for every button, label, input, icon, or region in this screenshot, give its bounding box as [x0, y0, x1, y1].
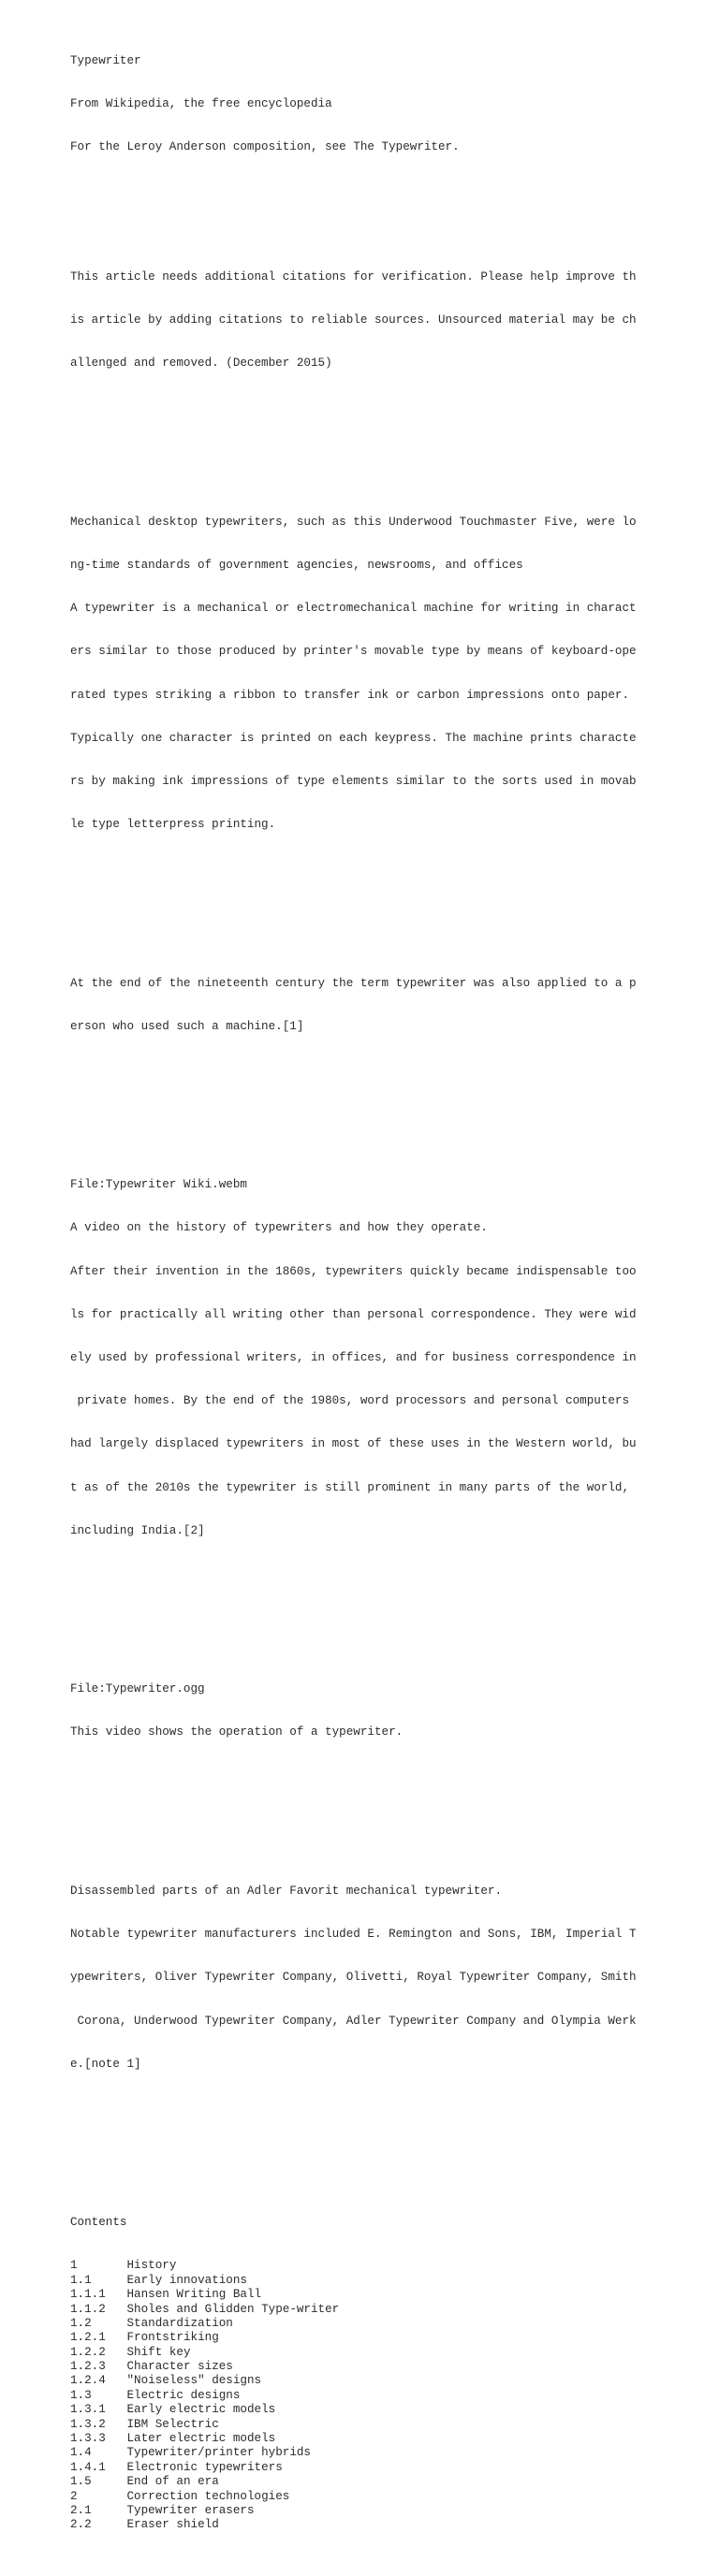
toc-item[interactable]	[70, 2331, 632, 2345]
toc-item-title: Shift key	[126, 2345, 191, 2359]
toc-item-title: Frontstriking	[126, 2331, 219, 2345]
contents-list	[70, 2259, 632, 2532]
toc-item[interactable]	[70, 2259, 632, 2273]
video-file-link[interactable]: File:Typewriter Wiki.webm	[70, 1178, 247, 1192]
table-of-contents	[70, 2187, 632, 2561]
toc-item-title: History	[126, 2259, 177, 2273]
toc-item[interactable]	[70, 2303, 632, 2317]
manufacturers-line: Disassembled parts of an Adler Favorit mechanical typewriter.	[70, 1884, 503, 1898]
toc-item-number: 1.4	[70, 2446, 92, 2460]
ogg-section	[70, 1653, 632, 1768]
contents-heading: Contents	[70, 2216, 127, 2230]
toc-item[interactable]	[70, 2432, 632, 2446]
toc-item-number: 1.1	[70, 2273, 92, 2287]
manufacturers-line: Notable typewriter manufacturers included E. Remington and Sons, IBM, Imperial T	[70, 1928, 637, 1942]
toc-item[interactable]	[70, 2418, 632, 2432]
toc-item-number: 1.1.1	[70, 2288, 106, 2302]
toc-item[interactable]	[70, 2461, 632, 2475]
intro-line: ng-time standards of government agencies, newsrooms, and offices	[70, 558, 523, 572]
intro-line: rs by making ink impressions of type elements similar to the sorts used in movab	[70, 774, 637, 788]
toc-item[interactable]	[70, 2518, 632, 2532]
video-line: After their invention in the 1860s, typewriters quickly became indispensable too	[70, 1264, 637, 1278]
manufacturers-line: ypewriters, Oliver Typewriter Company, Olivetti, Royal Typewriter Company, Smith	[70, 1971, 637, 1985]
toc-item[interactable]	[70, 2360, 632, 2374]
intro-line: Typically one character is printed on each keypress. The machine prints characte	[70, 731, 637, 745]
toc-item-title: "Noiseless" designs	[126, 2374, 262, 2388]
toc-item-title: Hansen Writing Ball	[126, 2288, 262, 2302]
toc-item-title: Standardization	[126, 2316, 233, 2330]
toc-item[interactable]	[70, 2490, 632, 2504]
manufacturers-line: Corona, Underwood Typewriter Company, Adler Typewriter Company and Olympia Werk	[70, 2014, 637, 2028]
toc-item-title: End of an era	[126, 2475, 219, 2489]
video-line: had largely displaced typewriters in most of these uses in the Western world, bu	[70, 1437, 637, 1451]
toc-item-number: 1.2.4	[70, 2374, 106, 2388]
toc-item-title: Early electric models	[126, 2403, 276, 2417]
video-line: A video on the history of typewriters and how they operate.	[70, 1221, 488, 1235]
spacer	[70, 1797, 632, 1812]
toc-item-title: Typewriter erasers	[126, 2503, 255, 2517]
toc-item[interactable]	[70, 2504, 632, 2518]
page-title: Typewriter	[70, 53, 141, 67]
spacer	[70, 1596, 632, 1610]
notice-line: allenged and removed. (December 2015)	[70, 357, 332, 371]
ogg-file-link[interactable]: File:Typewriter.ogg	[70, 1682, 205, 1696]
video-section	[70, 1149, 637, 1567]
toc-item-number: 1.5	[70, 2475, 92, 2489]
video-line: ely used by professional writers, in offices, and for business correspondence in	[70, 1351, 637, 1364]
toc-item[interactable]	[70, 2346, 632, 2360]
toc-item-title: Character sizes	[126, 2360, 233, 2374]
video-line: private homes. By the end of the 1980s, word processors and personal computers	[70, 1394, 630, 1408]
intro-line: ers similar to those produced by printer's movable type by means of keyboard-ope	[70, 645, 637, 659]
intro-line: A typewriter is a mechanical or electromechanical machine for writing in charact	[70, 602, 637, 616]
toc-item-title: Electric designs	[126, 2388, 241, 2402]
ogg-line: This video shows the operation of a typewriter.	[70, 1725, 404, 1739]
toc-item[interactable]	[70, 2374, 632, 2388]
source-line: From Wikipedia, the free encyclopedia	[70, 97, 332, 111]
toc-item-title: IBM Selectric	[126, 2417, 219, 2431]
toc-item[interactable]	[70, 2274, 632, 2288]
toc-item-number: 1.3.2	[70, 2417, 106, 2431]
notice-line: This article needs additional citations for verification. Please help improve th	[70, 269, 637, 284]
hatnote: For the Leroy Anderson composition, see The Typewriter.	[70, 140, 460, 154]
video-line: including India.[2]	[70, 1523, 205, 1537]
toc-item-number: 1	[70, 2259, 78, 2273]
toc-item-number: 1.2.3	[70, 2360, 106, 2374]
notice-line: is article by adding citations to reliable sources. Unsourced material may be ch	[70, 313, 637, 327]
toc-item-number: 2.2	[70, 2518, 92, 2532]
toc-item-number: 1.1.2	[70, 2302, 106, 2316]
spacer	[70, 429, 632, 443]
intro-paragraph	[70, 487, 637, 861]
toc-item-title: Electronic typewriters	[126, 2460, 283, 2474]
toc-item-title: Later electric models	[126, 2432, 276, 2446]
spacer	[70, 1092, 632, 1106]
intro-line: rated types striking a ribbon to transfer ink or carbon impressions onto paper.	[70, 688, 630, 702]
spacer	[70, 2130, 632, 2144]
manufacturers-line: e.[note 1]	[70, 2057, 141, 2071]
toc-item[interactable]	[70, 2403, 632, 2417]
toc-item-title: Eraser shield	[126, 2518, 219, 2532]
toc-item[interactable]	[70, 2317, 632, 2331]
term-line: erson who used such a machine.[1]	[70, 1019, 304, 1033]
toc-item-number: 1.2	[70, 2316, 92, 2330]
toc-item-number: 1.3	[70, 2388, 92, 2402]
toc-item-number: 1.3.1	[70, 2403, 106, 2417]
toc-item[interactable]	[70, 2475, 632, 2489]
toc-item[interactable]	[70, 2446, 632, 2460]
toc-item-number: 1.3.3	[70, 2432, 106, 2446]
document-page	[70, 25, 637, 2576]
toc-item-number: 1.2.1	[70, 2331, 106, 2345]
intro-line: Mechanical desktop typewriters, such as this Underwood Touchmaster Five, were lo	[70, 515, 637, 529]
spacer	[70, 890, 632, 904]
toc-item-title: Sholes and Glidden Type-writer	[126, 2302, 340, 2316]
term-line: At the end of the nineteenth century the term typewriter was also applied to a p	[70, 976, 637, 990]
video-line: t as of the 2010s the typewriter is still prominent in many parts of the world,	[70, 1480, 630, 1494]
toc-item-number: 2	[70, 2489, 78, 2503]
toc-item-number: 1.2.2	[70, 2345, 106, 2359]
toc-item-title: Early innovations	[126, 2273, 247, 2287]
manufacturers-paragraph	[70, 1856, 637, 2101]
toc-item-title: Correction technologies	[126, 2489, 290, 2503]
intro-line: le type letterpress printing.	[70, 818, 276, 832]
toc-item[interactable]	[70, 2389, 632, 2403]
citation-notice	[70, 241, 637, 400]
toc-item-number: 2.1	[70, 2503, 92, 2517]
spacer	[70, 183, 632, 197]
toc-item[interactable]	[70, 2288, 632, 2302]
term-paragraph	[70, 948, 637, 1063]
toc-item-number: 1.4.1	[70, 2460, 106, 2474]
toc-item-title: Typewriter/printer hybrids	[126, 2446, 311, 2460]
video-line: ls for practically all writing other than personal correspondence. They were wid	[70, 1307, 637, 1321]
